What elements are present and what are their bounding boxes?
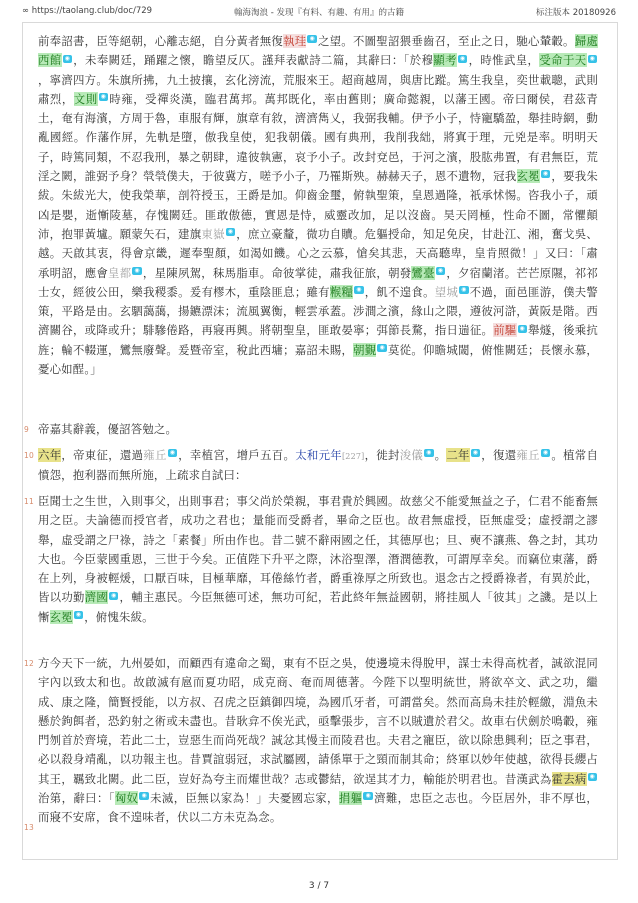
text-run: 莫從。仰瞻城閾，俯惟闕廷；長懷永慕，憂心如酲。」 — [38, 342, 598, 377]
annotation-tag-icon[interactable]: ◉ — [426, 449, 432, 457]
paragraph-number: 9 — [24, 425, 29, 434]
text-run: 時雍，受禪炎漢，臨君萬邦。萬邦既化，率由舊則；廣命懿親，以藩王國。帝曰爾侯，君茲青土，奄有海濱，方周于魯，車服有輝，旗章有敘，濟濟雋乂，我弼我輔。伊予小子，恃寵驕盈，舉挂時網，動亂國經。作藩作屏，先軌是墮，傲我皇使，犯我朝儀。國有典刑，我削我絀，將寘于理，元兇是率。明明天子，時篤同類，不忍我刑，暴之朝肆，違彼執憲，哀予小子。改封兗邑，于河之濱，股肱弗置，有君無臣，荒淫之闕，誰弼予身？煢煢僕夫，于彼冀方，嗟予小子，乃罹斯殃。赫赫天子，恩不遺物，冠我 — [38, 91, 598, 184]
page-header — [0, 0, 638, 20]
highlight-term[interactable]: 玄冕 — [49, 609, 73, 624]
paragraph-number: 11 — [24, 497, 34, 506]
text-run: ，輔主惠民。今臣無德可述，無功可紀，若此終年無益國朝，將挂風人「彼其」之譏。是以上慚 — [38, 590, 598, 624]
annotation-tag-icon[interactable]: ◉ — [141, 792, 147, 800]
text-run: 方今天下一統，九州晏如，而顧西有違命之蜀，東有不臣之吳，使邊境未得脫甲，謀士未得高枕者，誠欲混同宇內以致太和也。故啟滅有扈而夏功昭，成克商、奄而周德著。今陛下以聖明統世，將欲卒文、武之功，繼成、康之隆，簡賢授能，以方叔、召虎之臣鎮御四境，為國爪牙者，可謂當矣。然而高鳥未挂於輕繳，淵魚未懸於鉤餌者，恐釣射之術或未盡也。昔耿弇不俟光武，亟擊張步，言不以賊遺於君父。故車右伏劍於鳴轂，雍門刎首於齊境，若此二士，豈惡生而尚死哉？誠忿其慢主而陵君也。夫君之寵臣，欲以除患興利；臣之事君，必以殺身靖亂，以功報主也。昔賈誼弱冠，求試屬國，請係單于之頸而制其命；終軍以妙年使越，欲得長纓占其王，羈致北闕。此二臣，豈好為夸主而燿世哉？志或鬱結，欲逞其才力，輸能於明君也。昔漢武為 — [38, 656, 598, 786]
highlight-term[interactable]: 執珪 — [283, 34, 307, 48]
annotation-tag-icon[interactable]: ◉ — [64, 54, 71, 62]
highlight-term[interactable]: 望城 — [434, 284, 459, 299]
annotation-tag-icon[interactable]: ◉ — [459, 54, 466, 62]
highlight-term[interactable]: 捐軀 — [338, 791, 363, 806]
highlight-term[interactable]: 糇糧 — [329, 284, 354, 299]
text-run: ，俯愧朱紱。 — [84, 609, 154, 624]
text-run: 治第，辭曰：「 — [38, 791, 115, 806]
annotation-tag-icon[interactable]: ◉ — [111, 591, 117, 599]
annotation-tag-icon[interactable]: ◉ — [472, 449, 479, 457]
highlight-term[interactable]: 雍丘 — [516, 448, 540, 462]
highlight-term[interactable]: 濟國 — [84, 590, 109, 605]
highlight-term[interactable]: 東嶽 — [201, 226, 225, 241]
annotation-tag-icon[interactable]: ◉ — [309, 35, 315, 43]
annotation-tag-icon[interactable]: ◉ — [542, 449, 549, 457]
highlight-term[interactable]: 朝覲 — [353, 342, 377, 357]
highlight-term[interactable]: 皇都 — [108, 265, 132, 280]
text-run: 。 — [434, 448, 447, 462]
annotation-tag-icon[interactable]: ◉ — [542, 170, 549, 178]
highlight-term[interactable]: 二年 — [446, 448, 470, 462]
highlight-term[interactable]: 歸處西館 — [38, 34, 598, 68]
annotation-tag-icon[interactable]: ◉ — [437, 266, 444, 274]
highlight-term[interactable]: 匈奴 — [114, 791, 139, 806]
annotation-tag-icon[interactable]: ◉ — [589, 54, 595, 62]
text-run: 舉燧，後乘抗旌；輪不輟運，鸞無廢聲。爰暨帝室，稅此西墉；嘉詔未賜， — [38, 323, 598, 357]
annotation-tag-icon[interactable]: ◉ — [379, 343, 385, 351]
paragraph-number: 12 — [24, 659, 34, 668]
annotation-tag-icon[interactable]: ◉ — [461, 286, 467, 294]
highlight-term[interactable]: 玄冕 — [516, 169, 540, 184]
text-run: ，要我朱紱。朱紱光大，使我榮華，剖符授玉，王爵是加。仰齒金璽，俯執聖策，皇恩過隆，祇承怵惕。咨我小子，頑凶是嬰，逝慚陵墓，存愧闕廷。匪敢傲德，實恩是恃，威靈改加，足以沒齒。昊天罔極，性命不圖，常懼顛沛，抱罪黃壚。願蒙矢石，建旗 — [38, 169, 598, 241]
highlight-term[interactable]: 浚儀 — [399, 448, 424, 462]
text-run: ，帝東征，還過 — [61, 448, 144, 462]
text-run: ，未奉闕廷，踊躍之懷，瞻望反仄。謹拜表獻詩二篇，其辭曰：「於穆 — [73, 53, 434, 68]
source-url[interactable]: ∞ https://taolang.club/doc/729 — [22, 6, 153, 16]
text-run: 未滅，臣無以家為！」夫憂國忘家， — [149, 791, 339, 806]
annotation-tag-icon[interactable]: ◉ — [589, 772, 595, 780]
highlight-term[interactable]: 前驅 — [493, 323, 517, 338]
text-run: 濟難，忠臣之志也。今臣居外，非不厚也，而寢不安席，食不遑味者，伏以二方未克為念。 — [38, 791, 598, 825]
annotation-tag-icon[interactable]: ◉ — [100, 93, 107, 101]
text-run: 之望。不圖聖詔猥垂齒召，至止之日，馳心輦轂。 — [317, 34, 575, 48]
paragraph-number: 13 — [24, 823, 34, 832]
highlight-term[interactable]: 六年 — [38, 448, 62, 462]
annotation-tag-icon[interactable]: ◉ — [365, 792, 371, 800]
text-run: ，復還 — [481, 448, 517, 462]
text-run: 不過，面邑匪游，僕夫警策，平路是由。玄駟藹藹，揚鑣漂沫；流風翼衡，輕雲承蓋。涉澗之濱，緣山之隈，遵彼河滸，黃阪是階。西濟關谷，或降或升；騑驂倦路，再寢再興。將朝聖皇，匪敢晏寧；弭節長騖，指日遄征。 — [38, 284, 599, 338]
highlight-term[interactable]: 鸞臺 — [411, 265, 435, 280]
text-run: ，寧濟四方。朱旗所拂，九土披攘，玄化滂流，荒服來王。超商越周，與唐比蹤。篤生我皇，奕世載聰，武則肅烈， — [38, 72, 598, 106]
highlight-term[interactable]: 太和元年 — [295, 448, 342, 462]
text-run: 帝嘉其辭義，優詔答勉之。 — [38, 422, 178, 436]
text-run: ，星陳夙駕，秣馬脂車。命彼掌徒，肅我征旅，朝發 — [142, 265, 412, 280]
paragraph-8 — [38, 32, 598, 379]
version-label: 标注版本 20180926 — [536, 8, 616, 18]
paragraph-9 — [24, 420, 598, 439]
text-run: 。植常自憤怨，抱利器而無所施，上疏求自試曰： — [38, 448, 599, 483]
text-run: ，飢不遑食。 — [364, 284, 435, 299]
highlight-term[interactable]: 雍丘 — [143, 448, 167, 462]
text-run: ，庶立豪釐，微功自贖。危軀授命，知足免戾，甘赴江、湘，奮戈吳、越。天啟其衷，得會京畿，遲奉聖顏，如渴如饑。心之云慕，愴矣其悲，天高聽卑，皇肯照微！」又曰：「肅承明詔，應會 — [38, 226, 598, 280]
annotation-tag-icon[interactable]: ◉ — [227, 228, 234, 236]
highlight-term[interactable]: 文則 — [73, 91, 98, 106]
year-annotation: [227] — [341, 452, 365, 461]
text-run: ，幸植宮，增戶五百。 — [178, 448, 296, 462]
text-run: ，時惟武皇， — [468, 53, 540, 68]
text-run: 前奉詔書，臣等絕朝，心離志絕，自分黃者無復 — [38, 34, 284, 48]
paragraph-number: 10 — [24, 451, 34, 460]
text-run: 臣聞士之生世，入則事父，出則事君；事父尚於榮親，事君貴於興國。故慈父不能愛無益之子，仁君不能畜無用之臣。夫論德而授官者，成功之君也；量能而受爵者，畢命之臣也。故君無虛授，臣無虛受；虛授謂之謬舉，虛受謂之尸祿，詩之「素餐」所由作也。昔二號不辭兩國之任，其德厚也；旦、奭不讓燕、魯之封，其功大也。今臣蒙國重恩，三世于今矣。正值陛下升平之際，沐浴聖澤，潛潤德教，可謂厚幸矣。而竊位東藩，爵在上列，身被輕煖，口厭百味，目極華靡，耳倦絲竹者，爵重祿厚之所致也。退念古之授爵祿者，有異於此，皆以功勤 — [38, 494, 598, 605]
text-run: ，徙封 — [364, 448, 400, 462]
annotation-tag-icon[interactable]: ◉ — [134, 266, 140, 274]
page-number: 3 / 7 — [308, 881, 330, 891]
text-run: ，夕宿蘭渚。芒芒原隰，祁祁士女，經彼公田，樂我稷黍。爰有樛木，重陰匪息；雖有 — [38, 265, 598, 299]
paragraph-10 — [24, 446, 599, 486]
annotation-tag-icon[interactable]: ◉ — [519, 324, 525, 332]
highlight-term[interactable]: 顯考 — [433, 53, 457, 68]
highlight-term[interactable]: 霍去病 — [551, 771, 587, 786]
paragraph-11 — [24, 492, 598, 627]
site-title: 翰海淘浪 - 发现『有料、有趣、有用』的古籍 — [234, 8, 404, 18]
highlight-term[interactable]: 受命于天 — [539, 53, 587, 68]
annotation-tag-icon[interactable]: ◉ — [356, 286, 362, 294]
annotation-tag-icon[interactable]: ◉ — [75, 610, 82, 618]
annotation-tag-icon[interactable]: ◉ — [169, 449, 176, 457]
